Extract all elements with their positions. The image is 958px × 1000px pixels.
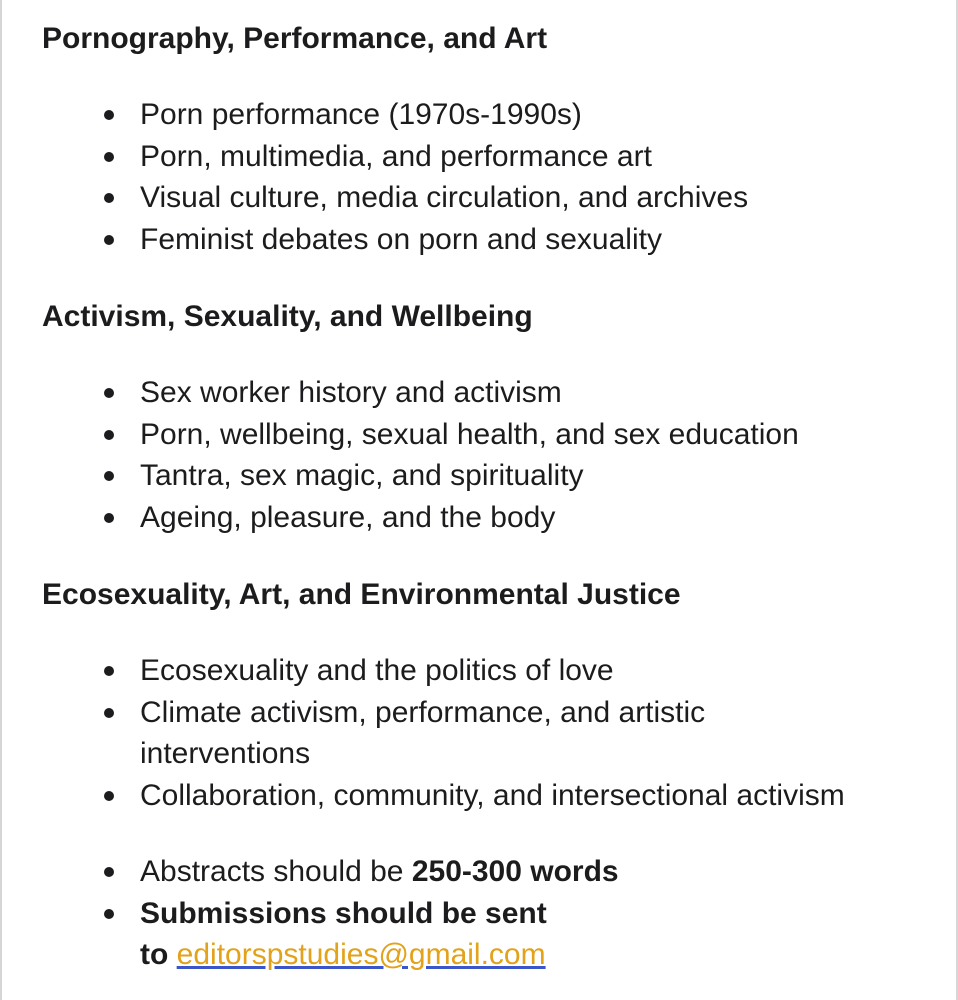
bullet-icon [104,471,114,481]
section-title-ecosexuality: Ecosexuality, Art, and Environmental Justice [42,578,681,611]
list-item [42,372,942,414]
topic-list-ecosexuality [42,650,942,817]
bullet-icon [104,235,114,245]
list-item [42,94,942,136]
list-item [42,692,942,775]
list-item-text: Ecosexuality and the politics of love [140,654,614,687]
list-item [42,177,942,219]
list-item [42,136,942,178]
email-link[interactable]: editorspstudies@gmail.com [176,938,546,972]
abstract-length: 250-300 words [411,855,619,888]
bullet-icon [104,791,114,801]
submission-item [42,893,942,976]
list-item-text: Ageing, pleasure, and the body [140,501,556,535]
list-item-text: Collaboration, community, and intersectional activism [140,779,845,813]
section-title-pornography: Pornography, Performance, and Art [42,22,548,55]
list-item-text: Sex worker history and activism [140,376,562,409]
list-item [42,414,942,456]
submission-text: Submissions should be sent [140,896,547,930]
list-item-text: Tantra, sex magic, and spirituality [140,459,584,493]
bullet-icon [104,708,114,718]
bullet-icon [104,513,114,523]
bullet-icon [104,388,114,398]
bullet-icon [104,193,114,203]
list-item-text: Climate activism, performance, and artistic [140,695,706,729]
abstract-prefix: Abstracts should be [140,855,412,888]
topic-list-pornography [42,94,942,261]
bullet-icon [104,430,114,440]
bullet-icon [104,110,114,120]
bullet-icon [104,666,114,676]
list-item [42,497,942,539]
abstract-length-item [42,851,942,893]
list-item [42,455,942,497]
bullet-icon [104,867,114,877]
list-item [42,650,942,692]
topic-list-activism [42,372,942,539]
list-item-text: Feminist debates on porn and sexuality [140,223,662,257]
list-item-text: Porn, wellbeing, sexual health, and sex education [140,417,799,451]
list-item-text-continued: interventions [140,737,311,771]
list-item-text: Visual culture, media circulation, and archives [140,181,749,215]
list-item-text: Porn performance (1970s-1990s) [140,98,582,131]
list-item-text: Porn, multimedia, and performance art [140,139,652,173]
section-title-activism: Activism, Sexuality, and Wellbeing [42,300,533,333]
submission-guidelines [42,851,942,976]
bullet-icon [104,909,114,919]
submission-to: to [140,938,177,972]
bullet-icon [104,152,114,162]
list-item [42,219,942,261]
list-item [42,775,942,817]
